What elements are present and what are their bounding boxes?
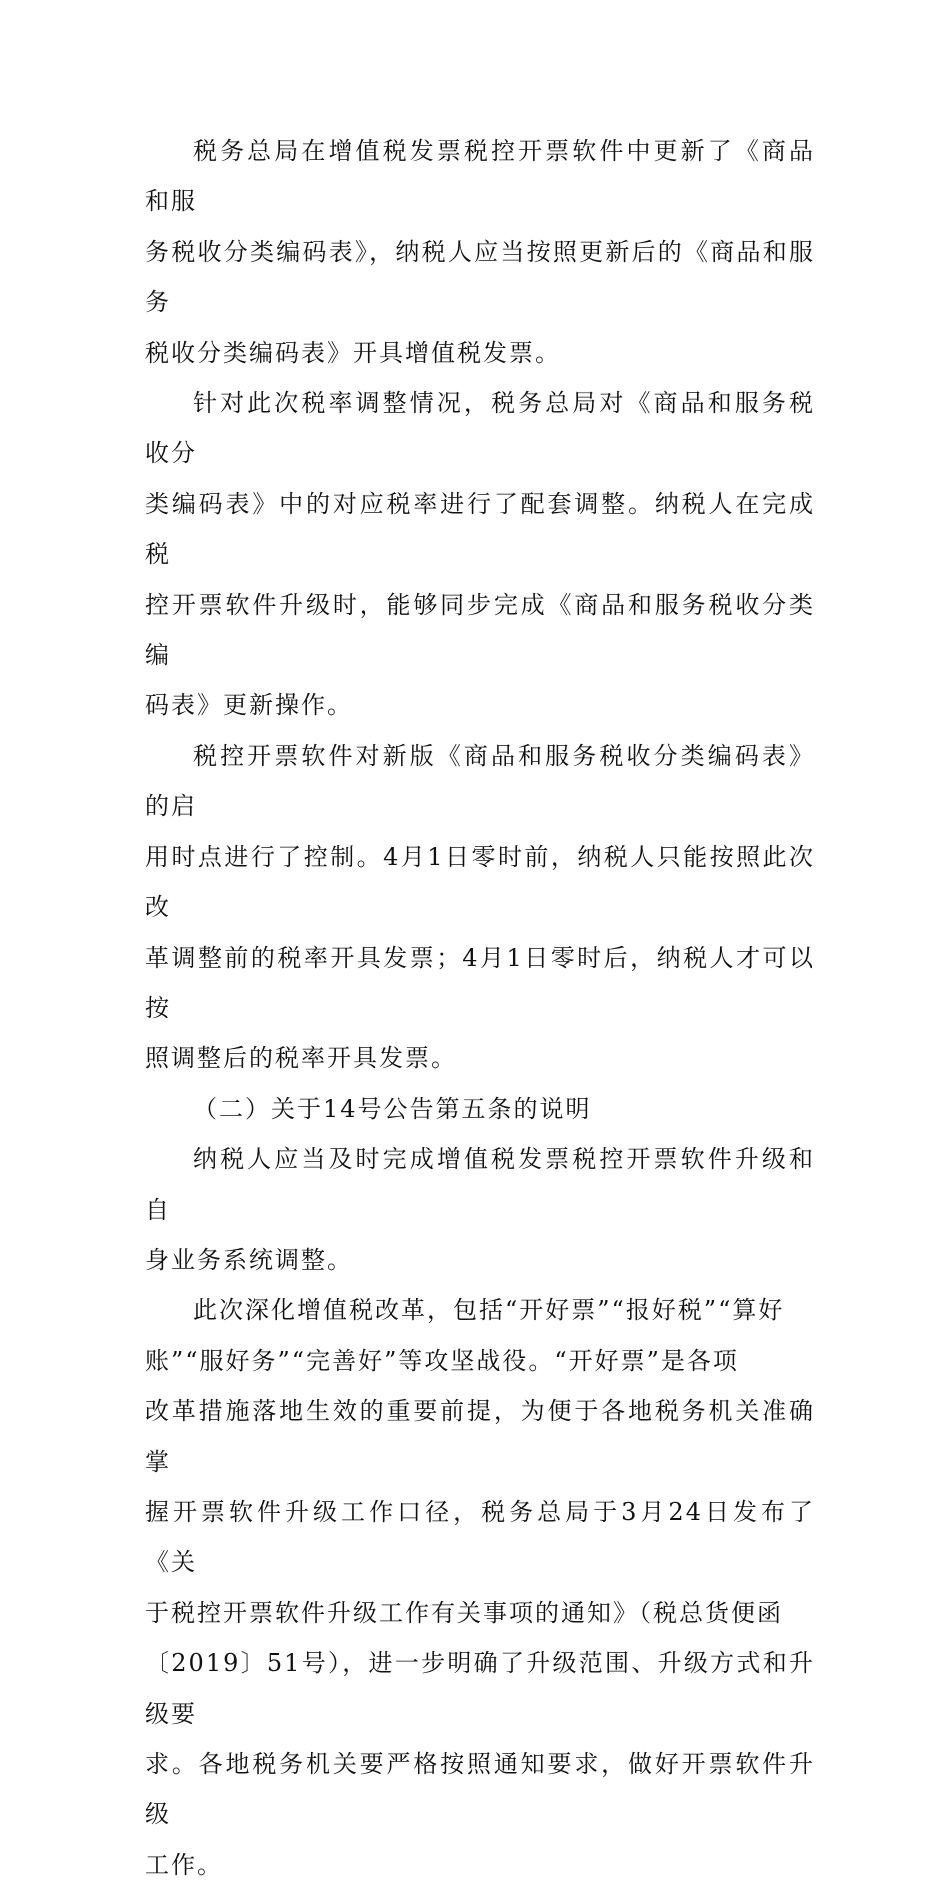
paragraph-line: 针对此次税率调整情况，税务总局对《商品和服务税收分: [145, 389, 815, 468]
paragraph-line: 改革措施落地生效的重要前提，为便于各地税务机关准确掌: [145, 1397, 815, 1476]
paragraph-line: 此次深化增值税改革，包括“开好票”“报好税”“算好: [193, 1296, 785, 1325]
paragraph-line: 革调整前的税率开具发票；4月1日零时后，纳税人才可以按: [145, 943, 815, 1022]
document-body: [145, 126, 815, 1890]
paragraph-line: 纳税人应当及时完成增值税发票税控开票软件升级和自: [145, 1145, 815, 1224]
paragraph-invoice-code-table-update: [145, 126, 815, 378]
paragraph-line: 照调整后的税率开具发票。: [145, 1044, 457, 1073]
paragraph-line: 税控开票软件对新版《商品和服务税收分类编码表》的启: [145, 741, 815, 821]
paragraph-activation-time-control: [145, 731, 815, 1084]
paragraph-line: 账”“服好务”“完善好”等攻坚战役。“开好票”是各项: [145, 1346, 739, 1375]
section-heading: [145, 1084, 815, 1134]
paragraph-line: 税收分类编码表》开具增值税发票。: [145, 338, 561, 367]
paragraph-line: 税务总局在增值税发票税控开票软件中更新了《商品和服: [145, 137, 815, 216]
section-heading-text: （二）关于14号公告第五条的说明: [193, 1094, 592, 1123]
paragraph-line: 类编码表》中的对应税率进行了配套调整。纳税人在完成税: [145, 489, 815, 569]
paragraph-reform-campaign: [145, 1285, 815, 1890]
paragraph-line: 用时点进行了控制。4月1日零时前，纳税人只能按照此次改: [145, 842, 815, 922]
paragraph-line: 身业务系统调整。: [145, 1245, 353, 1274]
paragraph-line: 握开票软件升级工作口径，税务总局于3月24日发布了《关: [145, 1497, 815, 1577]
paragraph-line: 务税收分类编码表》，纳税人应当按照更新后的《商品和服务: [145, 237, 815, 317]
paragraph-line: 于税控开票软件升级工作有关事项的通知》（税总货便函: [145, 1598, 783, 1627]
paragraph-line: 码表》更新操作。: [145, 691, 353, 720]
paragraph-line: 求。各地税务机关要严格按照通知要求，做好开票软件升级: [145, 1750, 815, 1829]
paragraph-line: 控开票软件升级时，能够同步完成《商品和服务税收分类编: [145, 590, 815, 670]
paragraph-tax-rate-adjustment: [145, 378, 815, 731]
paragraph-line: 工作。: [145, 1850, 223, 1879]
paragraph-software-upgrade: [145, 1134, 815, 1285]
paragraph-line: 〔2019〕51号），进一步明确了升级范围、升级方式和升级要: [145, 1649, 815, 1728]
